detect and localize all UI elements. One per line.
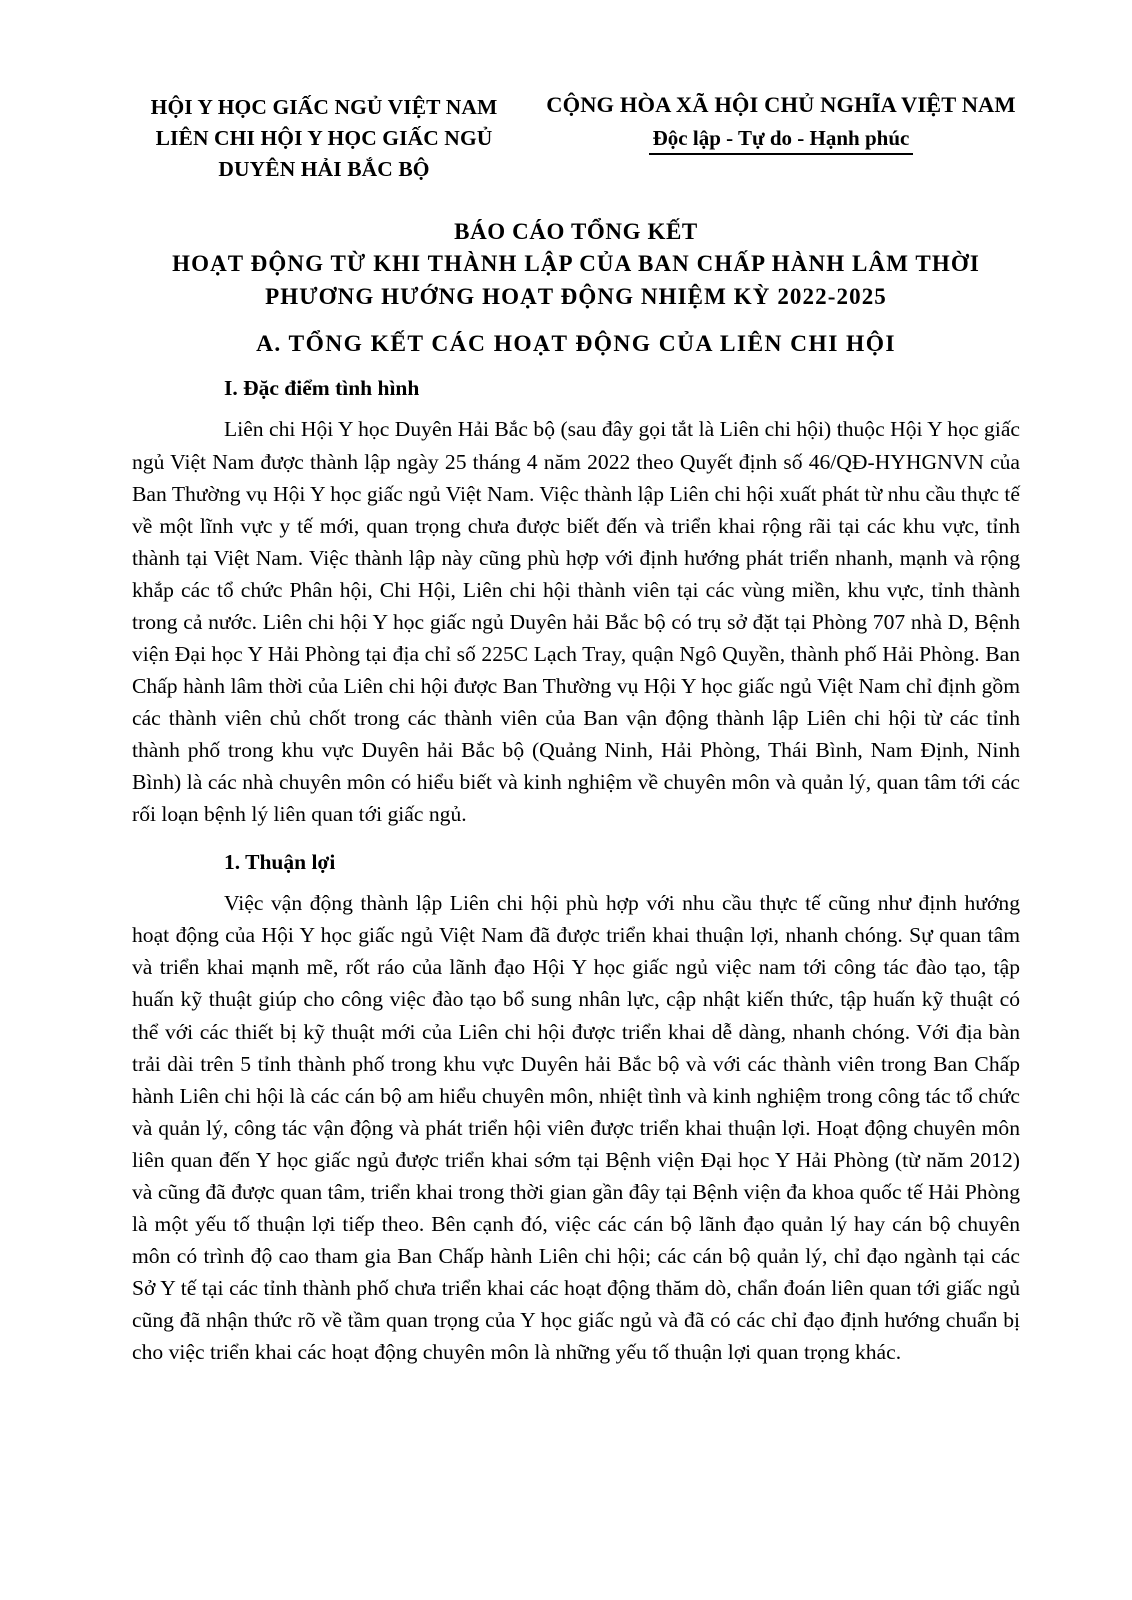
paragraph-thuan-loi: Việc vận động thành lập Liên chi hội phù hợp với nhu cầu thực tế cũng như định hướng hoạt động của Hội Y học giấc ngủ Việt Nam đã được triển khai thuận lợi, nhanh chóng. Sự quan tâm và triển khai mạnh mẽ, rốt ráo của lãnh đạo Hội Y học giấc ngủ việc nam tới công tác đào tạo, tập huấn kỹ thuật giúp cho công việc đào tạo bổ sung nhân lực, cập nhật kiến thức, tập huấn kỹ thuật có thể với các thiết bị kỹ thuật mới của Liên chi hội được triển khai dễ dàng, nhanh chóng. Với địa bàn trải dài trên 5 tỉnh thành phố trong khu vực Duyên hải Bắc bộ và với các thành viên trong Ban Chấp hành Liên chi hội là các cán bộ am hiểu chuyên môn, nhiệt tình và kinh nghiệm trong công tác tổ chức và quản lý, công tác vận động và phát triển hội viên được triển khai thuận lợi. Hoạt động chuyên môn liên quan đến Y học giấc ngủ được triển khai sớm tại Bệnh viện Đại học Y Hải Phòng (từ năm 2012) và cũng đã được quan tâm, triển khai trong thời gian gần đây tại Bệnh viện đa khoa quốc tế Hải Phòng là một yếu tố thuận lợi tiếp theo. Bên cạnh đó, việc các cán bộ lãnh đạo quản lý hay cán bộ chuyên môn có trình độ cao tham gia Ban Chấp hành Liên chi hội; các cán bộ quản lý, chỉ đạo ngành tại các Sở Y tế tại các tỉnh thành phố chưa triển khai các hoạt động thăm dò, chẩn đoán liên quan tới giấc ngủ cũng đã nhận thức rõ về tầm quan trọng của Y học giấc ngủ và đã có các chỉ đạo định hướng chuẩn bị cho việc triển khai các hoạt động chuyên môn là những yếu tố thuận lợi quan trọng khác. — [132, 891, 1020, 1365]
heading-thuan-loi: 1. Thuận lợi — [224, 850, 336, 875]
organization-line-2: LIÊN CHI HỘI Y HỌC GIẤC NGỦ — [155, 126, 493, 151]
national-heading-block — [542, 92, 1020, 155]
organization-line-1: HỘI Y HỌC GIẤC NGỦ VIỆT NAM — [150, 95, 498, 119]
national-title: CỘNG HÒA XÃ HỘI CHỦ NGHĨA VIỆT NAM — [546, 92, 1016, 117]
report-title-block — [132, 216, 1020, 314]
paragraph-intro: Liên chi Hội Y học Duyên Hải Bắc bộ (sau đây gọi tắt là Liên chi hội) thuộc Hội Y học giấc ngủ Việt Nam được thành lập ngày 25 tháng 4 năm 2022 theo Quyết định số 46/QĐ-HYHGNVN của Ban Thường vụ Hội Y học giấc ngủ Việt Nam. Việc thành lập Liên chi hội xuất phát từ nhu cầu thực tế về một lĩnh vực y tế mới, quan trọng chưa được biết đến và triển khai rộng rãi tại các khu vực, tỉnh thành tại Việt Nam. Việc thành lập này cũng phù hợp với định hướng phát triển nhanh, mạnh và rộng khắp các tổ chức Phân hội, Chi Hội, Liên chi hội thành viên tại các vùng miền, khu vực, tỉnh thành trong cả nước. Liên chi hội Y học giấc ngủ Duyên hải Bắc bộ có trụ sở đặt tại Phòng 707 nhà D, Bệnh viện Đại học Y Hải Phòng tại địa chỉ số 225C Lạch Tray, quận Ngô Quyền, thành phố Hải Phòng. Ban Chấp hành lâm thời của Liên chi hội được Ban Thường vụ Hội Y học giấc ngủ Việt Nam chỉ định gồm các thành viên chủ chốt trong các thành viên của Ban vận động thành lập Liên chi hội từ các tỉnh thành phố trong khu vực Duyên hải Bắc bộ (Quảng Ninh, Hải Phòng, Thái Bình, Nam Định, Ninh Bình) là các nhà chuyên môn có hiểu biết và kinh nghiệm về chuyên môn và quản lý, quan tâm tới các rối loạn bệnh lý liên quan tới giấc ngủ. — [132, 417, 1020, 827]
heading-dac-diem-tinh-hinh: I. Đặc điểm tình hình — [224, 376, 420, 401]
organization-line-3: DUYÊN HẢI BẮC BỘ — [218, 157, 430, 182]
section-a-heading: A. TỔNG KẾT CÁC HOẠT ĐỘNG CỦA LIÊN CHI HỘI — [256, 331, 896, 358]
national-motto: Độc lập - Tự do - Hạnh phúc — [649, 126, 914, 155]
organization-block — [124, 92, 524, 186]
report-title-line-1: BÁO CÁO TỔNG KẾT — [454, 218, 698, 244]
report-title-line-2: HOẠT ĐỘNG TỪ KHI THÀNH LẬP CỦA BAN CHẤP HÀNH LÂM THỜI — [172, 251, 980, 277]
document-header — [132, 92, 1020, 186]
report-title-line-3: PHƯƠNG HƯỚNG HOẠT ĐỘNG NHIỆM KỲ 2022-2025 — [265, 283, 887, 309]
